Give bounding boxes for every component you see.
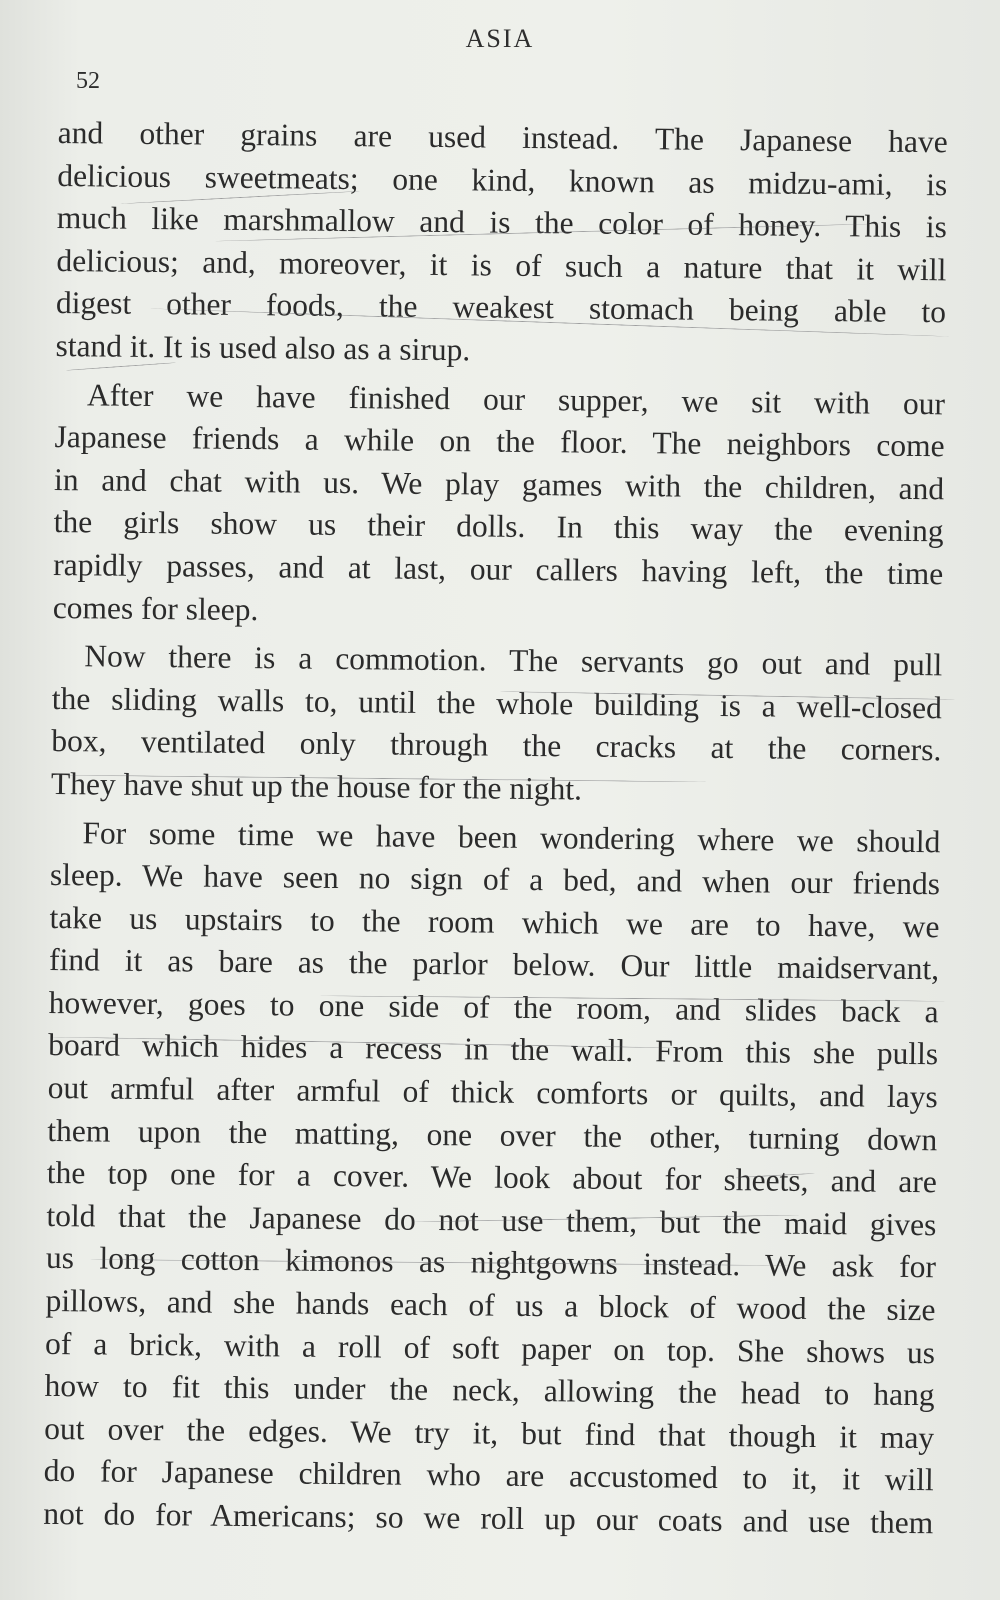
text-line: out over the edges. We try it, but find that though it may — [44, 1410, 935, 1456]
text-line: delicious sweetmeats; one kind, known as midzu-ami, is — [57, 157, 948, 202]
text-line: them upon the matting, one over the other, turning down — [47, 1112, 938, 1157]
paragraph-2 — [53, 374, 956, 639]
paragraph-1 — [55, 112, 958, 377]
text-line: and other grains are used instead. The Japanese have — [57, 114, 948, 160]
page-number: 52 — [76, 68, 100, 94]
text-line: however, goes to one side of the room, and slides back a — [48, 984, 939, 1030]
paragraph-4 — [43, 811, 951, 1544]
text-line: rapidly passes, and at last, our callers having left, the time — [53, 546, 944, 592]
text-line: stand it. It is used also as a sirup. — [55, 327, 471, 368]
text-line: sleep. We have seen no sign of a bed, and when our friends — [49, 857, 941, 902]
text-line: board which hides a recess in the wall. From this she pulls — [48, 1027, 939, 1072]
text-line: box, ventilated only through the cracks at the corners. — [51, 723, 942, 768]
paragraph-3 — [51, 635, 953, 815]
text-line: the top one for a cover. We look about for sheets, and are — [46, 1155, 938, 1200]
text-line: delicious; and, moreover, it is of such a nature that it will — [56, 242, 947, 288]
body-text — [43, 112, 958, 1551]
text-line: For some time we have been wondering where we should — [82, 814, 941, 859]
text-line: much like marshmallow and is the color of honey. This is — [56, 200, 948, 245]
text-line: pillows, and she hands each of us a block of wood the size — [45, 1282, 936, 1328]
text-line: of a brick, with a roll of soft paper on top. She shows us — [44, 1325, 936, 1370]
running-head: ASIA — [465, 24, 535, 53]
text-line: take us upstairs to the room which we are to have, we — [49, 899, 940, 944]
text-line: They have shut up the house for the night. — [50, 765, 583, 807]
text-line: told that the Japanese do not use them, but the maid gives — [46, 1197, 937, 1243]
text-line: not do for Americans; so we roll up our coats and use them — [43, 1495, 934, 1541]
text-line: Japanese friends a while on the floor. The neighbors come — [54, 419, 945, 464]
text-line: the sliding walls to, until the whole building is a well-closed — [51, 680, 942, 726]
text-line: out armful after armful of thick comforts or quilts, and lays — [47, 1070, 938, 1115]
text-line: the girls show us their dolls. In this way the evening — [53, 504, 944, 549]
text-line: how to fit this under the neck, allowing the head to hang — [44, 1368, 935, 1413]
text-line: digest other foods, the weakest stomach being able to — [55, 285, 947, 330]
text-line: comes for sleep. — [52, 589, 259, 627]
text-line: in and chat with us. We play games with the children, and — [53, 461, 945, 507]
text-line: us long cotton kimonos as nightgowns instead. We ask for — [45, 1240, 937, 1285]
text-line: do for Japanese children who are accustomed to it, it will — [43, 1453, 934, 1498]
text-line: Now there is a commotion. The servants go out and pull — [84, 638, 943, 683]
text-line: find it as bare as the parlor below. Our little maidservant, — [48, 942, 940, 987]
text-line: After we have finished our supper, we sit with our — [86, 376, 946, 421]
